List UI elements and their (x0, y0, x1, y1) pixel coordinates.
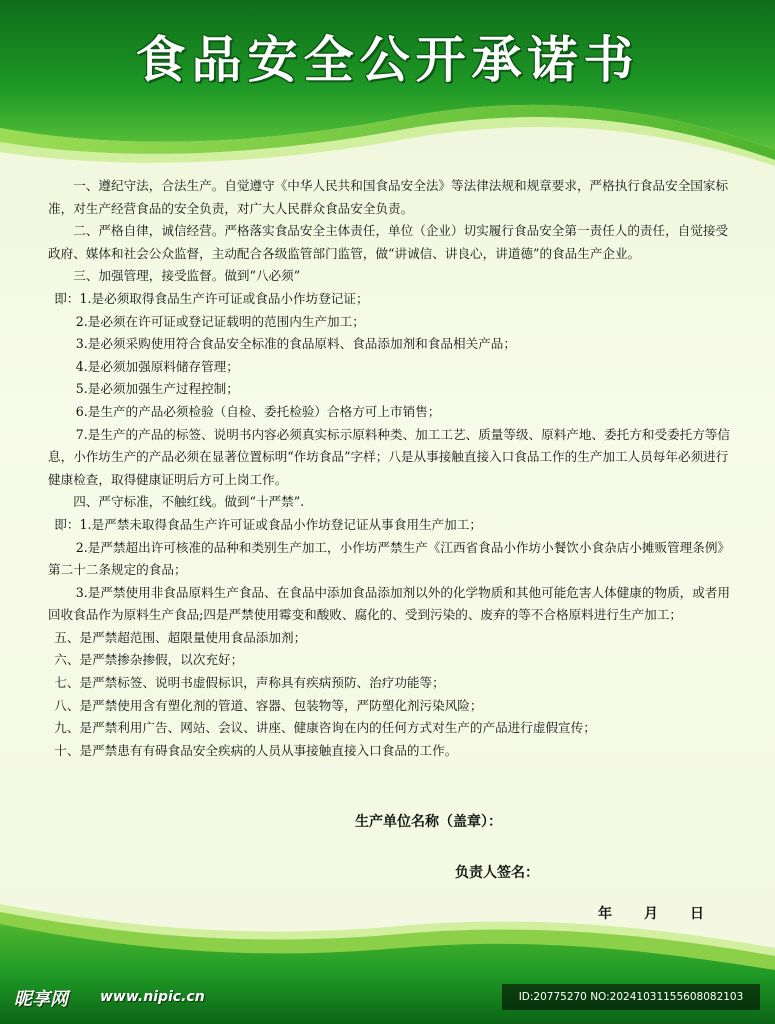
ten-prohibitions-item-1: 即：1.是严禁未取得食品生产许可证或食品小作坊登记证从事食用生产加工； (54, 516, 482, 532)
eight-musts-item-1: 即：1.是必须取得食品生产许可证或食品小作坊登记证； (54, 290, 369, 306)
commitment-body (48, 175, 738, 762)
ten-prohibitions-item-2: 2.是严禁超出许可核准的品种和类别生产加工，小作坊严禁生产《江西省食品小作坊小餐饮小食杂店小摊贩管理条例》第二十二条规定的食品； (48, 539, 731, 578)
production-unit-label: 生产单位名称（盖章）： (355, 814, 502, 830)
ten-prohibitions-item-6: 六、是严禁掺杂掺假，以次充好； (54, 652, 244, 668)
ten-prohibitions-item-5: 五、是严禁超范围、超限量使用食品添加剂； (54, 629, 307, 645)
ten-prohibitions-item-9: 九、是严禁利用广告、网站、会议、讲座、健康咨询在内的任何方式对生产的产品进行虚假宣传； (54, 720, 596, 736)
eight-musts-item-3: 3.是必须采购使用符合食品安全标准的食品原料、食品添加剂和食品相关产品； (75, 336, 516, 352)
paragraph-2: 二、严格自律，诚信经营。严格落实食品安全主体责任，单位（企业）切实履行食品安全第一责任人的责任，自觉接受政府、媒体和社会公众监督，主动配合各级监管部门监管，做“讲诚信、讲良心，讲道德”的食品生产企业。 (48, 223, 729, 261)
paragraph-3: 三、加强管理，接受监督。做到“八必须” (73, 268, 301, 284)
eight-musts-item-4: 4.是必须加强原料储存管理； (75, 358, 239, 374)
eight-musts-item-5: 5.是必须加强生产过程控制； (75, 381, 239, 397)
date-day: 日 (690, 906, 704, 922)
eight-musts-item-6: 6.是生产的产品必须检验（自检、委托检验）合格方可上市销售； (75, 403, 441, 419)
ten-prohibitions-item-8: 八、是严禁使用含有塑化剂的管道、容器、包装物等，严防塑化剂污染风险； (54, 697, 483, 713)
paragraph-1: 一、遵纪守法，合法生产。自觉遵守《中华人民共和国食品安全法》等法律法规和规章要求，严格执行食品安全国家标准，对生产经营食品的安全负责，对广大人民群众食品安全负责。 (48, 178, 729, 216)
watermark-id-bar: ID:20775270 NO:20241031155608082103 (502, 984, 760, 1010)
watermark-url: www.nipic.cn (100, 989, 205, 1005)
eight-musts-item-2: 2.是必须在许可证或登记证载明的范围内生产加工； (75, 313, 365, 329)
watermark-logo: 昵享网 (14, 989, 68, 1010)
ten-prohibitions-item-3: 3.是严禁使用非食品原料生产食品、在食品中添加食品添加剂以外的化学物质和其他可能危害人体健康的物质，或者用回收食品作为原料生产食品;四是严禁使用霉变和酸败、腐化的、受到污染的、废弃的等不合格原料进行生产加工； (48, 584, 731, 623)
date-month: 月 (644, 906, 658, 922)
ten-prohibitions-item-10: 十、是严禁患有有碍食品安全疾病的人员从事接触直接入口食品的工作。 (54, 742, 458, 758)
ten-prohibitions-item-7: 七、是严禁标签、说明书虚假标识，声称具有疾病预防、治疗功能等； (54, 675, 445, 691)
responsible-person-label: 负责人签名： (455, 865, 539, 881)
page-title: 食品安全公开承诺书 (135, 31, 640, 89)
date-year: 年 (598, 906, 612, 922)
paragraph-4: 四、严守标准，不触红线。做到“十严禁”. (73, 494, 305, 510)
eight-musts-item-7: 7.是生产的产品的标签、说明书内容必须真实标示原料种类、加工工艺、质量等级、原料产地、委托方和受委托方等信息，小作坊生产的产品必须在显著位置标明“作坊食品”字样；八是从事接触直接入口食品工作的生产加工人员每年必须进行健康检查，取得健康证明后方可上岗工作。 (48, 426, 731, 487)
